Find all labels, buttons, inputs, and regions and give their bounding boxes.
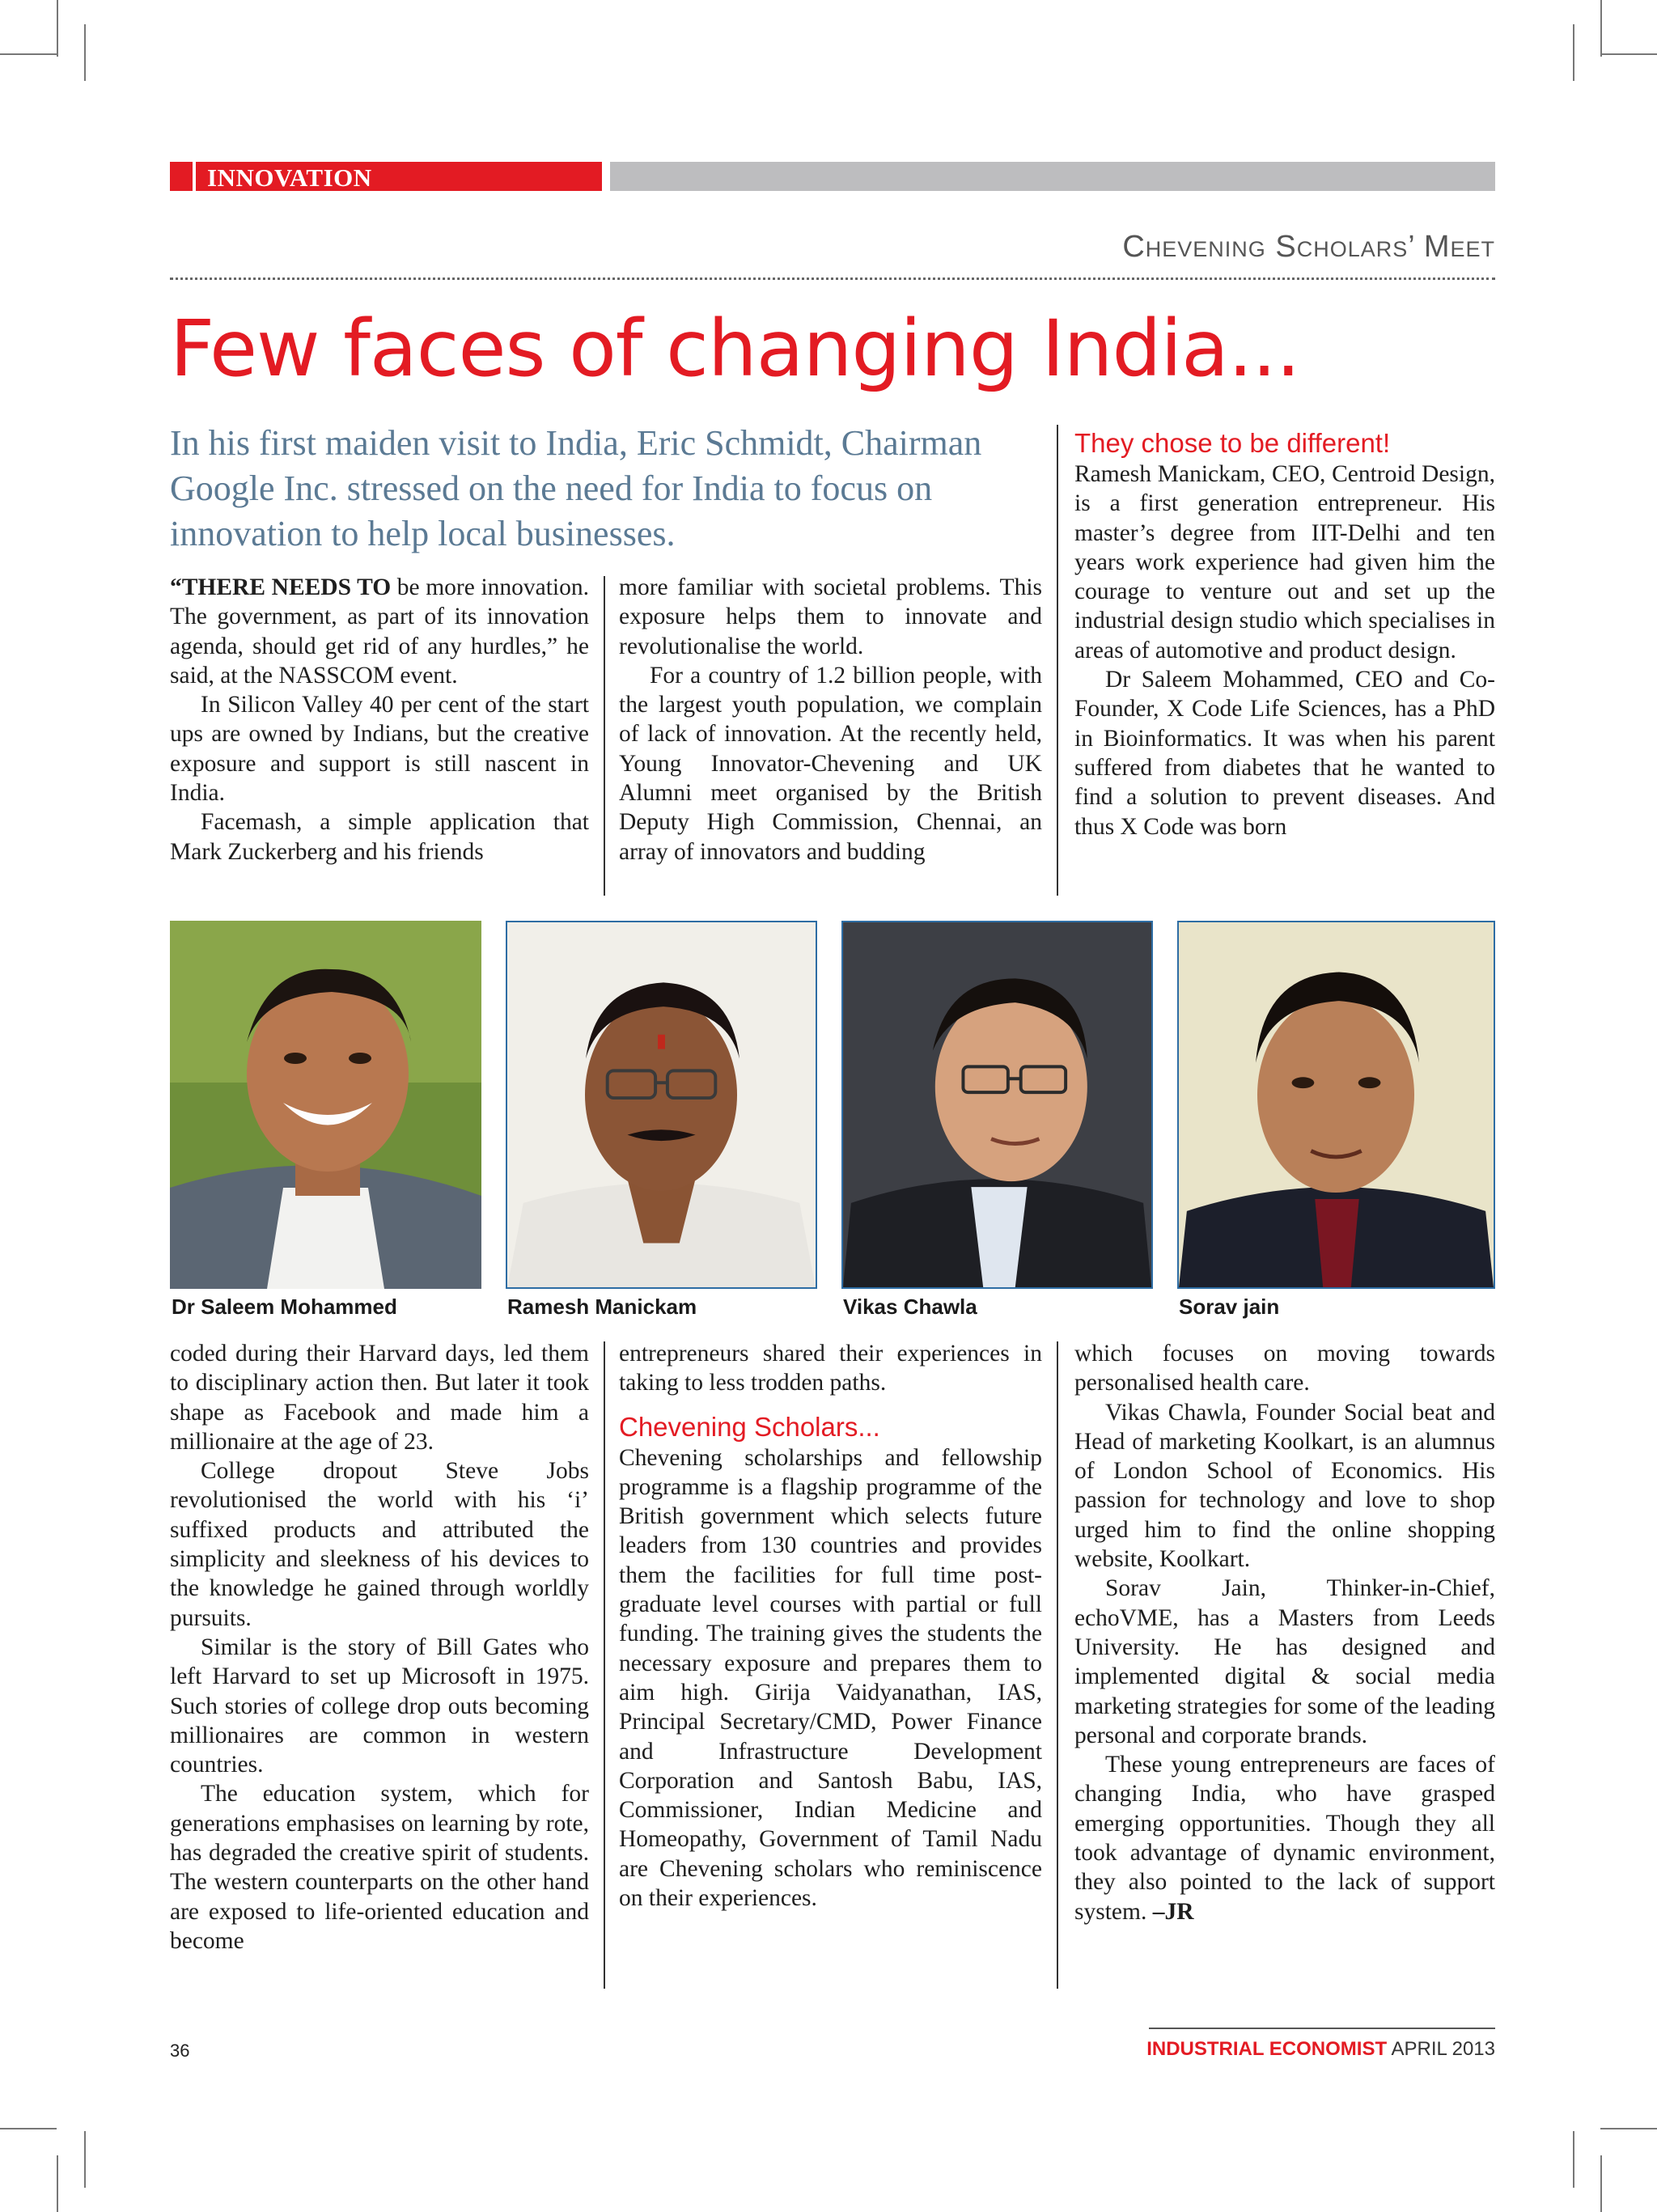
paragraph [170,573,589,690]
top-column-2 [619,573,1042,867]
paragraph: The education system, which for generations emphasises on learning by rote, has degraded the creative spirit of students. The western counterparts on the other hand are exposed to life-oriented education and become [170,1781,589,1954]
crop-mark [1600,2128,1657,2129]
dotted-rule [170,278,1495,280]
headline: Few faces of changing India... [170,303,1300,394]
column-rule [1057,1341,1058,1989]
bottom-column-2 [619,1339,1042,1913]
crop-mark [57,0,58,57]
paragraph: In Silicon Valley 40 per cent of the start ups are owned by Indians, but the creative exposure and support is still nascent in India. [170,692,589,807]
column-rule [1057,425,1058,896]
footer-rule [1149,2028,1495,2029]
crop-mark [1600,53,1657,55]
page-number: 36 [170,2040,190,2061]
publication-footer [1146,2038,1495,2061]
portrait-image [170,921,481,1289]
paragraph: which focuses on moving towards personalised health care. [1074,1341,1495,1396]
paragraph: coded during their Harvard days, led them to disciplinary action then. But later it took shape as Facebook and made him a millionaire at the age of 23. [170,1341,589,1455]
top-column-3 [1074,427,1495,841]
section-bar [170,162,1495,191]
portrait-image [843,922,1151,1287]
bottom-column-3 [1074,1339,1495,1926]
lead-in: “THERE NEEDS TO [170,574,392,600]
section-bar-fill [610,162,1495,191]
issue-date: APRIL 2013 [1387,2038,1495,2060]
crop-mark [1600,2155,1602,2212]
paragraph: For a country of 1.2 billion people, with the largest youth population, we complain of lack of innovation. At the recently held, Young Innovator-Chevening and UK Alumni meet organised by the British Deputy High Commission, Chennai, an array of innovators and budding [619,662,1042,865]
portrait-image [1179,922,1494,1287]
paragraph: Facemash, a simple application that Mark Zuckerberg and his friends [170,809,589,865]
paragraph [1074,1750,1495,1926]
photo-sorav-jain [1177,921,1495,1289]
paragraph: Chevening scholarships and fellowship programme is a flagship programme of the British government which selects future leaders from 130 countries and provides them the facilities for full time post-graduate level courses with partial or full funding. The training gives the students the necessary exposure and prepares them to aim high. Girija Vaidyanathan, IAS, Principal Secretary/CMD, Power Finance and Infrastructure Development Corporation and Santosh Babu, IAS, Commissioner, Indian Medicine and Homeopathy, Government of Tamil Nadu are Chevening scholars who reminiscence on their experiences. [619,1444,1042,1912]
photo-caption: Vikas Chawla [843,1295,977,1319]
kicker: Chevening Scholars’ Meet [1122,230,1495,264]
portrait-image [507,922,816,1287]
paragraph: entrepreneurs shared their experiences in taking to less trodden paths. [619,1341,1042,1396]
photo-caption: Dr Saleem Mohammed [172,1295,397,1319]
column-rule [604,1341,605,1989]
top-column-1 [170,573,589,867]
paragraph: Vikas Chawla, Founder Social beat and Head of marketing Koolkart, is an alumnus of London School of Economics. His passion for technology and love to shop urged him to find the online shopping website, Koolkart. [1074,1399,1495,1573]
paragraph: Sorav Jain, Thinker-in-Chief, echoVME, has a Masters from Leeds University. He has designed and implemented digital & social media marketing strategies for some of the leading personal and corporate brands. [1074,1575,1495,1748]
bottom-column-1 [170,1339,589,1956]
magazine-name: INDUSTRIAL ECONOMIST [1146,2038,1388,2060]
photo-vikas-chawla [841,921,1153,1289]
paragraph: College dropout Steve Jobs revolutionised the world with his ‘i’ suffixed products and attributed the simplicity and sleekness of his devices to the knowledge he gained through worldly pursuits. [170,1458,589,1631]
paragraph: Similar is the story of Bill Gates who left Harvard to set up Microsoft in 1975. Such stories of college drop outs becoming millionaires are common in western countries. [170,1634,589,1778]
crop-mark [0,2128,57,2129]
subheading: Chevening Scholars... [619,1411,880,1442]
paragraph: Dr Saleem Mohammed, CEO and Co-Founder, X Code Life Sciences, has a PhD in Bioinformatics. It was when his parent suffered from diabetes that he wanted to find a solution to prevent diseases. And thus X Code was born [1074,667,1495,840]
photo-ramesh-manickam [506,921,817,1289]
crop-mark [84,2131,86,2188]
section-tick [193,162,196,191]
paragraph: Ramesh Manickam, CEO, Centroid Design, is a first generation entrepreneur. His master’s degree from IIT-Delhi and ten years work experience had given him the courage to venture out and set up the industrial design studio which specialises in areas of automotive and product design. [1074,461,1495,663]
paragraph-text: be more innovation. The government, as part of its innovation agenda, should get rid of any hurdles,” he said, at the NASSCOM event. [170,574,590,689]
column-rule [604,576,605,896]
standfirst: In his first maiden visit to India, Eric Schmidt, Chairman Google Inc. stressed on the need for India to focus on innovation to help local businesses. [170,423,982,553]
crop-mark [1600,0,1602,57]
photo-caption: Ramesh Manickam [507,1295,697,1319]
photo-caption: Sorav jain [1179,1295,1280,1319]
section-label-block [170,162,602,191]
section-label: INNOVATION [207,163,372,192]
crop-mark [1573,2131,1574,2188]
photo-saleem-mohammed [170,921,481,1289]
paragraph-text: These young entrepreneurs are faces of changing India, who have grasped emerging opportunities. Though they all took advantage of dynamic environment, they also pointed to the lack of support system. [1074,1752,1495,1925]
paragraph: more familiar with societal problems. This exposure helps them to innovate and revolutionalise the world. [619,574,1042,659]
crop-mark [57,2155,58,2212]
subheading: They chose to be different! [1074,428,1391,458]
author-signoff: –JR [1146,1898,1194,1925]
crop-mark [0,53,57,55]
crop-mark [84,24,86,81]
crop-mark [1573,24,1574,81]
